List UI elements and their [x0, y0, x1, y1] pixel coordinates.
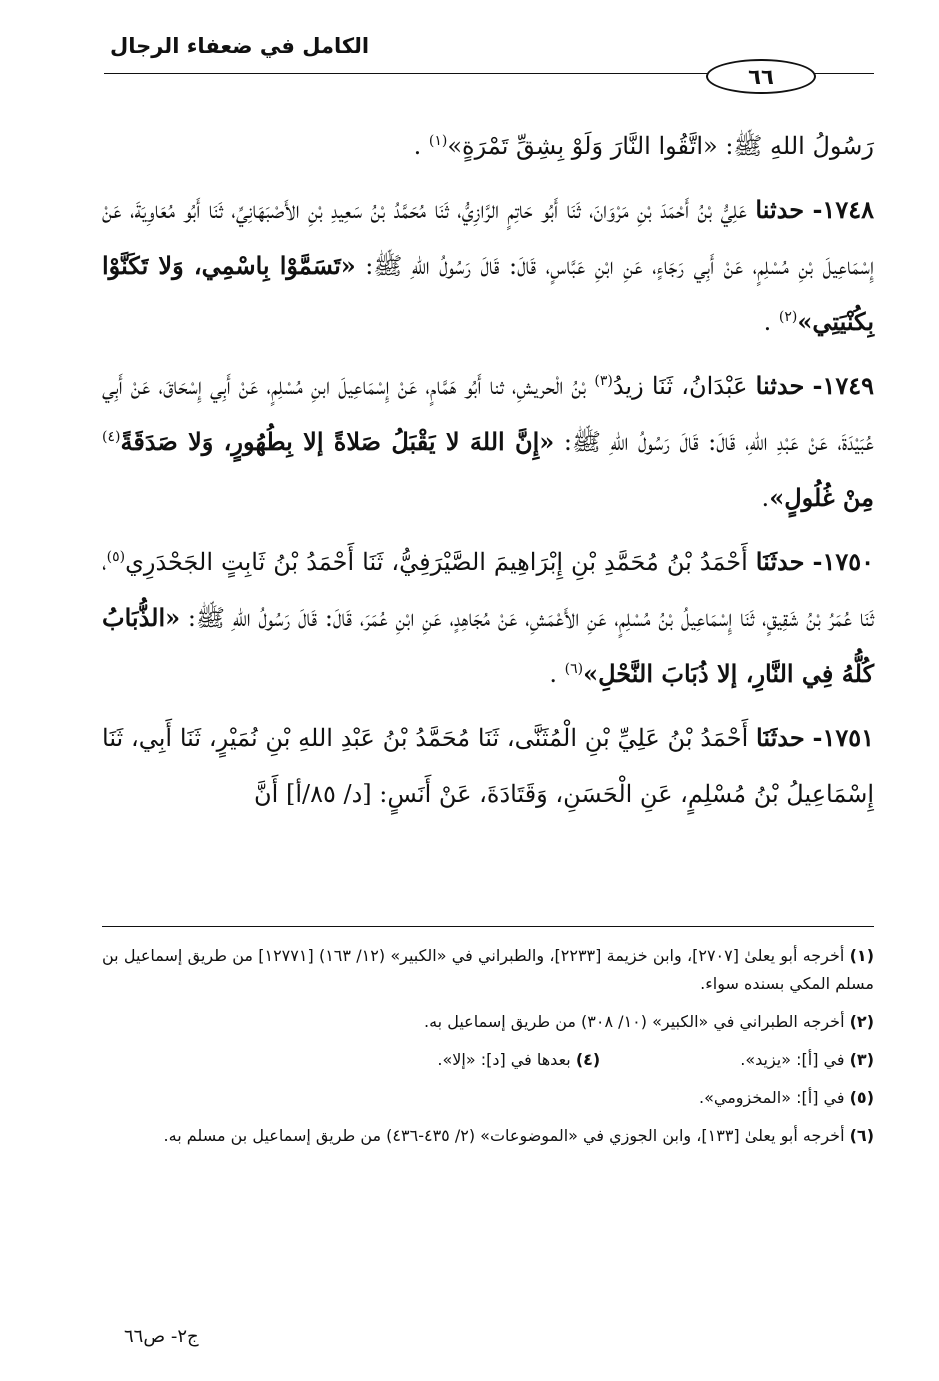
isnad-text-a: عَبْدَانُ، ثَنَا زيدُ [612, 372, 748, 400]
footnote-1 [102, 942, 874, 998]
hadith-number: ١٧٥٠- [812, 547, 874, 576]
running-head-title: الكامل في ضعفاء الرجال [110, 34, 370, 58]
footnote-2 [102, 1008, 874, 1036]
hadith-opener: حدثَنَا [755, 547, 805, 576]
footnote-5 [102, 1084, 874, 1112]
hadith-opener: حدثنا [755, 371, 805, 400]
paragraph-end: . [763, 308, 772, 336]
isnad-text: عَلِيُّ بْنُ أَحْمَدَ بْنِ مَرْوَانَ، ثَنَا أَبُو حَاتِمٍ الرَّازِيُّ، ثَنَا مُحَمَّدُ بْنُ سَعِيدِ بْنِ الأَصْبَهَانِيِّ، ثَنَا أَبُو مُعَاوِيَةَ، عَنْ إِسْمَاعِيلَ بْنِ مُسْلِمٍ، عَنْ أَبِي رَجَاءٍ، عَنِ ابْنِ عَبَّاسٍ، قَالَ: قَالَ رَسُولُ اللهِ ﷺ: [102, 196, 875, 280]
footnote-number: (٣) [849, 1050, 874, 1069]
footnote-ref-2: (٢) [778, 309, 798, 325]
paragraph-end: . [761, 484, 770, 512]
hadith-opener: حدثَنَا [756, 723, 805, 752]
paragraph-text: رَسُولُ اللهِ ﷺ: «اتَّقُوا النَّارَ وَلَوْ بِشِقِّ تَمْرَةٍ» [447, 132, 874, 160]
page-number: ٦٦ [706, 59, 816, 94]
footnote-text: أخرجه أبو يعلىٰ [١٣٣]، وابن الجوزي في «الموضوعات» (٢/ ٤٣٥-٤٣٦) من طريق إسماعيل بن مسلم به. [163, 1126, 845, 1145]
footnote-number: (١) [849, 946, 874, 965]
paragraph-continuation [102, 118, 874, 174]
matn-text-a: «إِنَّ اللهَ لا يَقْبَلُ صَلاةً إلا بِطُهُورٍ، وَلا صَدَقَةً [120, 427, 555, 456]
matn-text: «تَسَمَّوْا بِاسْمِي، وَلا تَكَنَّوْا بِكُنْيَتِي» [102, 251, 874, 336]
footnote-text: في [أ]: «المخزومي». [699, 1088, 845, 1107]
footnote-number: (٥) [849, 1088, 874, 1107]
matn-text-b: مِنْ غُلُولٍ» [769, 483, 874, 512]
footnote-4 [437, 1046, 600, 1074]
footnote-ref-4: (٤) [102, 429, 121, 445]
paragraph-end: . [413, 132, 422, 160]
footnote-row-3-4 [102, 1046, 874, 1074]
matn-text: «الذُّبَابُ كُلُّهُ فِي النَّارِ، إلا ذُبَابَ النَّحْلِ» [102, 603, 874, 688]
footnote-text: بعدها في [د]: «إلا». [437, 1050, 571, 1069]
footnote-text: في [أ]: «يزيد». [740, 1050, 845, 1069]
footnote-6 [102, 1122, 874, 1150]
main-text [102, 118, 874, 822]
footnote-number: (٦) [849, 1126, 874, 1145]
hadith-number: ١٧٤٩- [812, 371, 875, 400]
volume-page-signature: ج٢- ص٦٦ [124, 1326, 199, 1347]
hadith-number: ١٧٤٨- [812, 195, 874, 224]
hadith-number: ١٧٥١- [812, 723, 875, 752]
isnad-text: أَحْمَدُ بْنُ عَلِيِّ بْنِ الْمُثَنَّى، ثَنَا مُحَمَّدُ بْنُ عَبْدِ اللهِ بْنِ نُمَيْرٍ، ثَنَا أَبِي، ثَنَا إِسْمَاعِيلُ بْنُ مُسْلِمٍ، عَنِ الْحَسَنِ، وَقَتَادَةَ، عَنْ أَنَسٍ: [د/ ٨٥/أ] أَنَّ [102, 724, 874, 808]
footnote-text: أخرجه أبو يعلىٰ [٢٧٠٧]، وابن خزيمة [٢٢٣٣]، والطبراني في «الكبير» (١٢/ ١٦٣) [١٢٧٧١] من طريق إسماعيل بن مسلم المكي بسنده سواء. [102, 946, 874, 993]
footnote-ref-6: (٦) [564, 661, 584, 677]
hadith-1749 [102, 358, 874, 526]
footnotes [102, 942, 874, 1160]
footnote-ref-1: (١) [428, 133, 448, 149]
isnad-text-a: أَحْمَدُ بْنُ مُحَمَّدِ بْنِ إِبْرَاهِيمَ الصَّيْرَفِيُّ، ثَنَا أَحْمَدُ بْنُ ثَابِتٍ الجَحْدَرِي [125, 548, 748, 576]
hadith-1750 [102, 534, 874, 702]
footnote-3 [740, 1046, 874, 1074]
footnote-number: (٢) [849, 1012, 874, 1031]
footnote-ref-3: (٣) [594, 373, 613, 389]
isnad-text-b: بْنُ الْحريشِ، ثنا أَبُو هَمَّامٍ، عَنْ إِسْمَاعِيلَ ابنِ مُسْلِمٍ، عَنْ أَبِي إِسْحَاقَ، عَنْ أَبِي عُبَيْدَةَ، عَنْ عَبْدِ اللهِ، قَالَ: قَالَ رَسُولُ اللهِ ﷺ: [102, 372, 874, 456]
paragraph-end: . [549, 660, 557, 688]
footnote-ref-5: (٥) [106, 549, 126, 565]
hadith-1748 [102, 182, 874, 350]
footnote-text: أخرجه الطبراني في «الكبير» (١٠/ ٣٠٨) من طريق إسماعيل به. [424, 1012, 845, 1031]
footnote-rule [102, 926, 874, 927]
hadith-opener: حدثنا [755, 195, 805, 224]
footnote-number: (٤) [575, 1050, 601, 1069]
hadith-1751 [102, 710, 874, 822]
isnad-text-b: ، ثَنَا عُمَرُ بْنُ شَقِيقٍ، ثَنَا إِسْمَاعِيلُ بْنُ مُسْلِمٍ، عَنِ الأَعْمَشِ، عَنْ مُجَاهِدٍ، عَنِ ابْنِ عُمَرَ، قَالَ: قَالَ رَسُولُ اللهِ ﷺ: [102, 548, 874, 632]
